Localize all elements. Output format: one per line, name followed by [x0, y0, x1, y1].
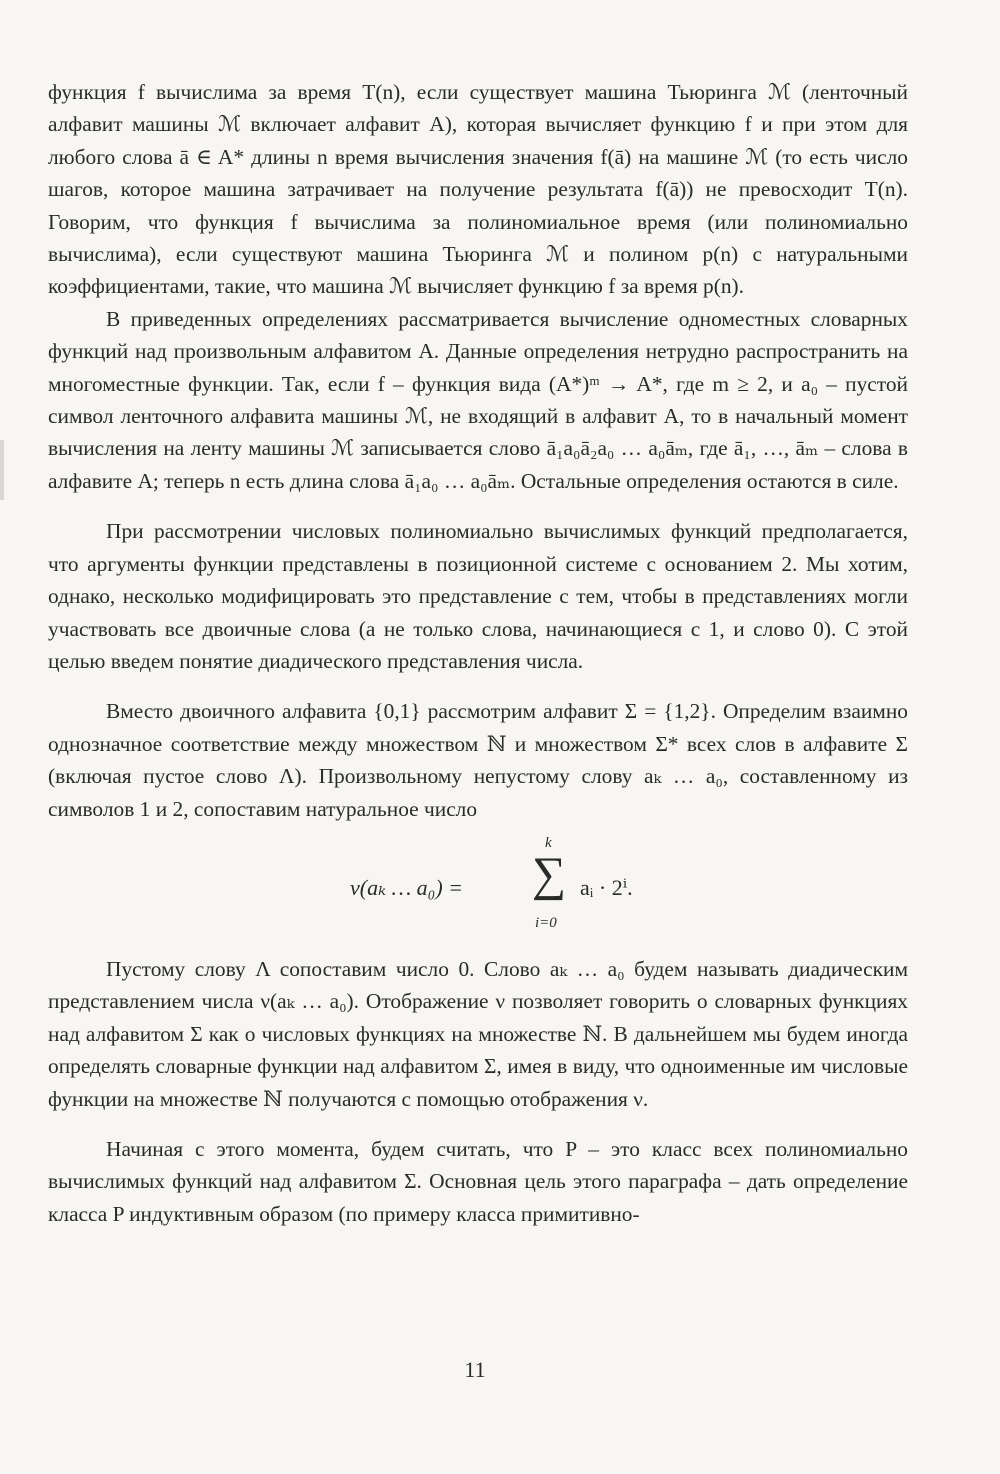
paragraph-3: При рассмотрении числовых полиномиально вычислимых функций предполагается, что аргументы функции представлены в позиционной системе с основанием 2. Мы хотим, однако, несколько модифицировать это представление с тем, чтобы в представлениях могли участвовать все двоичные слова (а не только слова, начинающиеся с 1, и слово 0). С этой целью введем понятие диадического представления числа.	[48, 519, 908, 673]
paragraph-2: В приведенных определениях рассматривается вычисление одноместных словарных функций над произвольным алфавитом A. Данные определения нетрудно распространить на многоместные функции. Так, если f – функция вида (A*)ᵐ → A*, где m ≥ 2, и a₀ – пустой символ ленточного алфавита машины ℳ, не входящий в алфавит A, то в начальный момент вычисления на ленту машины ℳ записывается слово ā₁a₀ā₂a₀ … a₀āₘ, где ā₁, …, āₘ – слова в алфавите A; теперь n есть длина слова ā₁a₀ … a₀āₘ. Остальные определения остаются в силе.	[48, 306, 908, 493]
paragraph-1: функция f вычислима за время T(n), если существует машина Тьюринга ℳ (ленточный алфавит машины ℳ включает алфавит A), которая вычисляет функцию f и при этом для любого слова ā ∈ A* длины n время вычисления значения f(ā) на машине ℳ (то есть число шагов, которое машина затрачивает на получение результата f(ā)) не превосходит T(n). Говорим, что функция f вычислима за полиномиальное время (или полиномиально вычислима), если существуют машина Тьюринга ℳ и полином p(n) с натуральными коэффициентами, такие, что машина ℳ вычисляет функцию f за время p(n).	[48, 80, 908, 299]
paragraph-4: Вместо двоичного алфавита {0,1} рассмотрим алфавит Σ = {1,2}. Определим взаимно однозначное соответствие между множеством ℕ и множеством Σ* всех слов в алфавите Σ (включая пустое слово Λ). Произвольному непустому слову aₖ … a₀, составленному из символов 1 и 2, сопоставим натуральное число	[48, 699, 908, 821]
page-number: 11	[464, 1357, 486, 1382]
sum-symbol: ∑	[532, 847, 567, 901]
formula-lhs: ν(aₖ … a₀) =	[350, 874, 463, 900]
sum-upper-limit: k	[545, 834, 552, 851]
formula-rhs: aᵢ · 2ⁱ.	[580, 874, 633, 900]
sum-lower-limit: i=0	[535, 914, 557, 931]
page-body	[48, 76, 908, 1230]
paragraph-6: Начиная с этого момента, будем считать, что P – это класс всех полиномиально вычислимых функций над алфавитом Σ. Основная цель этого параграфа – дать определение класса P индуктивным образом (по примеру класса примитивно-	[48, 1136, 908, 1226]
dyadic-formula	[48, 834, 908, 943]
scan-margin-mark	[0, 440, 4, 500]
paragraph-5: Пустому слову Λ сопоставим число 0. Слово aₖ … a₀ будем называть диадическим представлением числа ν(aₖ … a₀). Отображение ν позволяет говорить о словарных функциях над алфавитом Σ как о числовых функциях на множестве ℕ. В дальнейшем мы будем иногда определять словарные функции над алфавитом Σ, имея в виду, что одноименные им числовые функции на множестве ℕ получаются с помощью отображения ν.	[48, 956, 908, 1111]
